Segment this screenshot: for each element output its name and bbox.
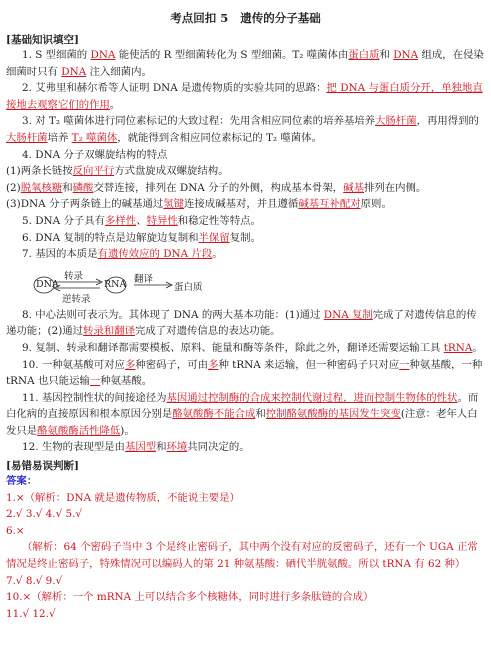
- answer-line: 1.×（解析：DNA 就是遗传物质，不能说主要是）: [6, 491, 240, 504]
- item-4-3: (3)DNA 分子两条链上的碱基通过氢键连接成碱基对，并且遵循碱基互补配对原则。: [6, 198, 392, 211]
- section-heading-judgement: [易错易误判断]: [6, 460, 79, 473]
- item-2: 2. 艾弗里和赫尔希等人证明 DNA 是遗传物质的实验共同的思路：把 DNA 与蛋白质分开，单独地直接地去观察它们的作用。: [6, 82, 483, 111]
- answers-block: [6, 473, 485, 622]
- section-heading-basic: [基础知识填空]: [6, 34, 79, 46]
- title-prefix: 考点回扣 5: [170, 11, 229, 25]
- item-5: 5. DNA 分子具有多样性、特异性和稳定性等特点。: [22, 214, 261, 227]
- flow-rna: RNA: [104, 278, 127, 290]
- item-4-2: (2)脱氧核糖和磷酸交替连接，排列在 DNA 分子的外侧，构成基本骨架，碱基排列在内侧。: [6, 181, 427, 194]
- item-6: 6. DNA 复制的特点是边解旋边复制和半保留复制。: [22, 231, 261, 244]
- item-4-1: (1)两条长链按反向平行方式盘旋成双螺旋结构。: [6, 165, 229, 178]
- central-dogma-diagram: [6, 269, 485, 305]
- item-7: 7. 基因的本质是有遗传效应的 DNA 片段。: [22, 248, 223, 261]
- item-3: 3. 对 T₂ 噬菌体进行同位素标记的大致过程：先用含相应同位素的培养基培养大肠杆菌，再用得到的大肠杆菌培养 T₂ 噬菌体，就能得到含相应同位素标记的 T₂ 噬菌体。: [6, 115, 479, 144]
- item-12: 12. 生物的表现型是由基因型和环境共同决定的。: [22, 441, 250, 454]
- flow-reverse-transcription: 逆转录: [62, 293, 91, 305]
- answer-line: 2.√ 3.√ 4.√ 5.√: [6, 508, 83, 521]
- answers-label: 答案：: [6, 475, 38, 488]
- answer-line: （解析：64 个密码子当中 3 个是终止密码子，其中两个没有对应的反密码子，还有一个 UGA 正常情况是终止密码子，特殊情况可以编码人的第 21 种氨基酸：硒代半胱氨酸。所以 tRNA 有 62 种）: [6, 541, 478, 571]
- item-4: 4. DNA 分子双螺旋结构的特点: [22, 148, 168, 161]
- flow-translation: 翻译: [134, 273, 154, 285]
- item-10: 10. 一种氨基酸可对应多种密码子，可由多种 tRNA 来运输，但一种密码子只对应一种氨基酸，一种 tRNA 也只能运输一种氨基酸。: [6, 358, 483, 388]
- page-title: [6, 0, 485, 30]
- item-9: 9. 复制、转录和翻译都需要模板、原料、能量和酶等条件，除此之外，翻译还需要运输工具 tRNA。: [22, 341, 483, 354]
- answer-line: 7.√ 8.√ 9.√: [6, 574, 63, 587]
- answer-line: 10.×（解析：一个 mRNA 上可以结合多个核糖体，同时进行多条肽链的合成）: [6, 591, 374, 604]
- flow-protein: 蛋白质: [174, 281, 203, 293]
- title-text: 遗传的分子基础: [240, 11, 321, 25]
- item-8: 8. 中心法则可表示为。其体现了 DNA 的两大基本功能：(1)通过 DNA 复制完成了对遗传信息的传递功能；(2)通过转录和翻译完成了对遗传信息的表达功能。: [6, 308, 477, 338]
- flow-transcription: 转录: [64, 270, 84, 282]
- item-1: 1. S 型细菌的 DNA 能使活的 R 型细菌转化为 S 型细菌。T₂ 噬菌体由蛋白质和 DNA 组成，在侵染细菌时只有 DNA 注入细菌内。: [6, 49, 484, 78]
- answer-line: 6.×: [6, 524, 25, 537]
- item-11: 11. 基因控制性状的间接途径为基因通过控制酶的合成来控制代谢过程，进而控制生物体的性状。而白化病的直接原因和根本原因分别是酪氨酸酶不能合成和控制酪氨酸酶的基因发生突变(注意：老年人白发只是酪氨酸酶活性降低)。: [6, 391, 479, 437]
- answer-line: 11.√ 12.√: [6, 607, 56, 620]
- flow-dna: DNA: [36, 278, 59, 290]
